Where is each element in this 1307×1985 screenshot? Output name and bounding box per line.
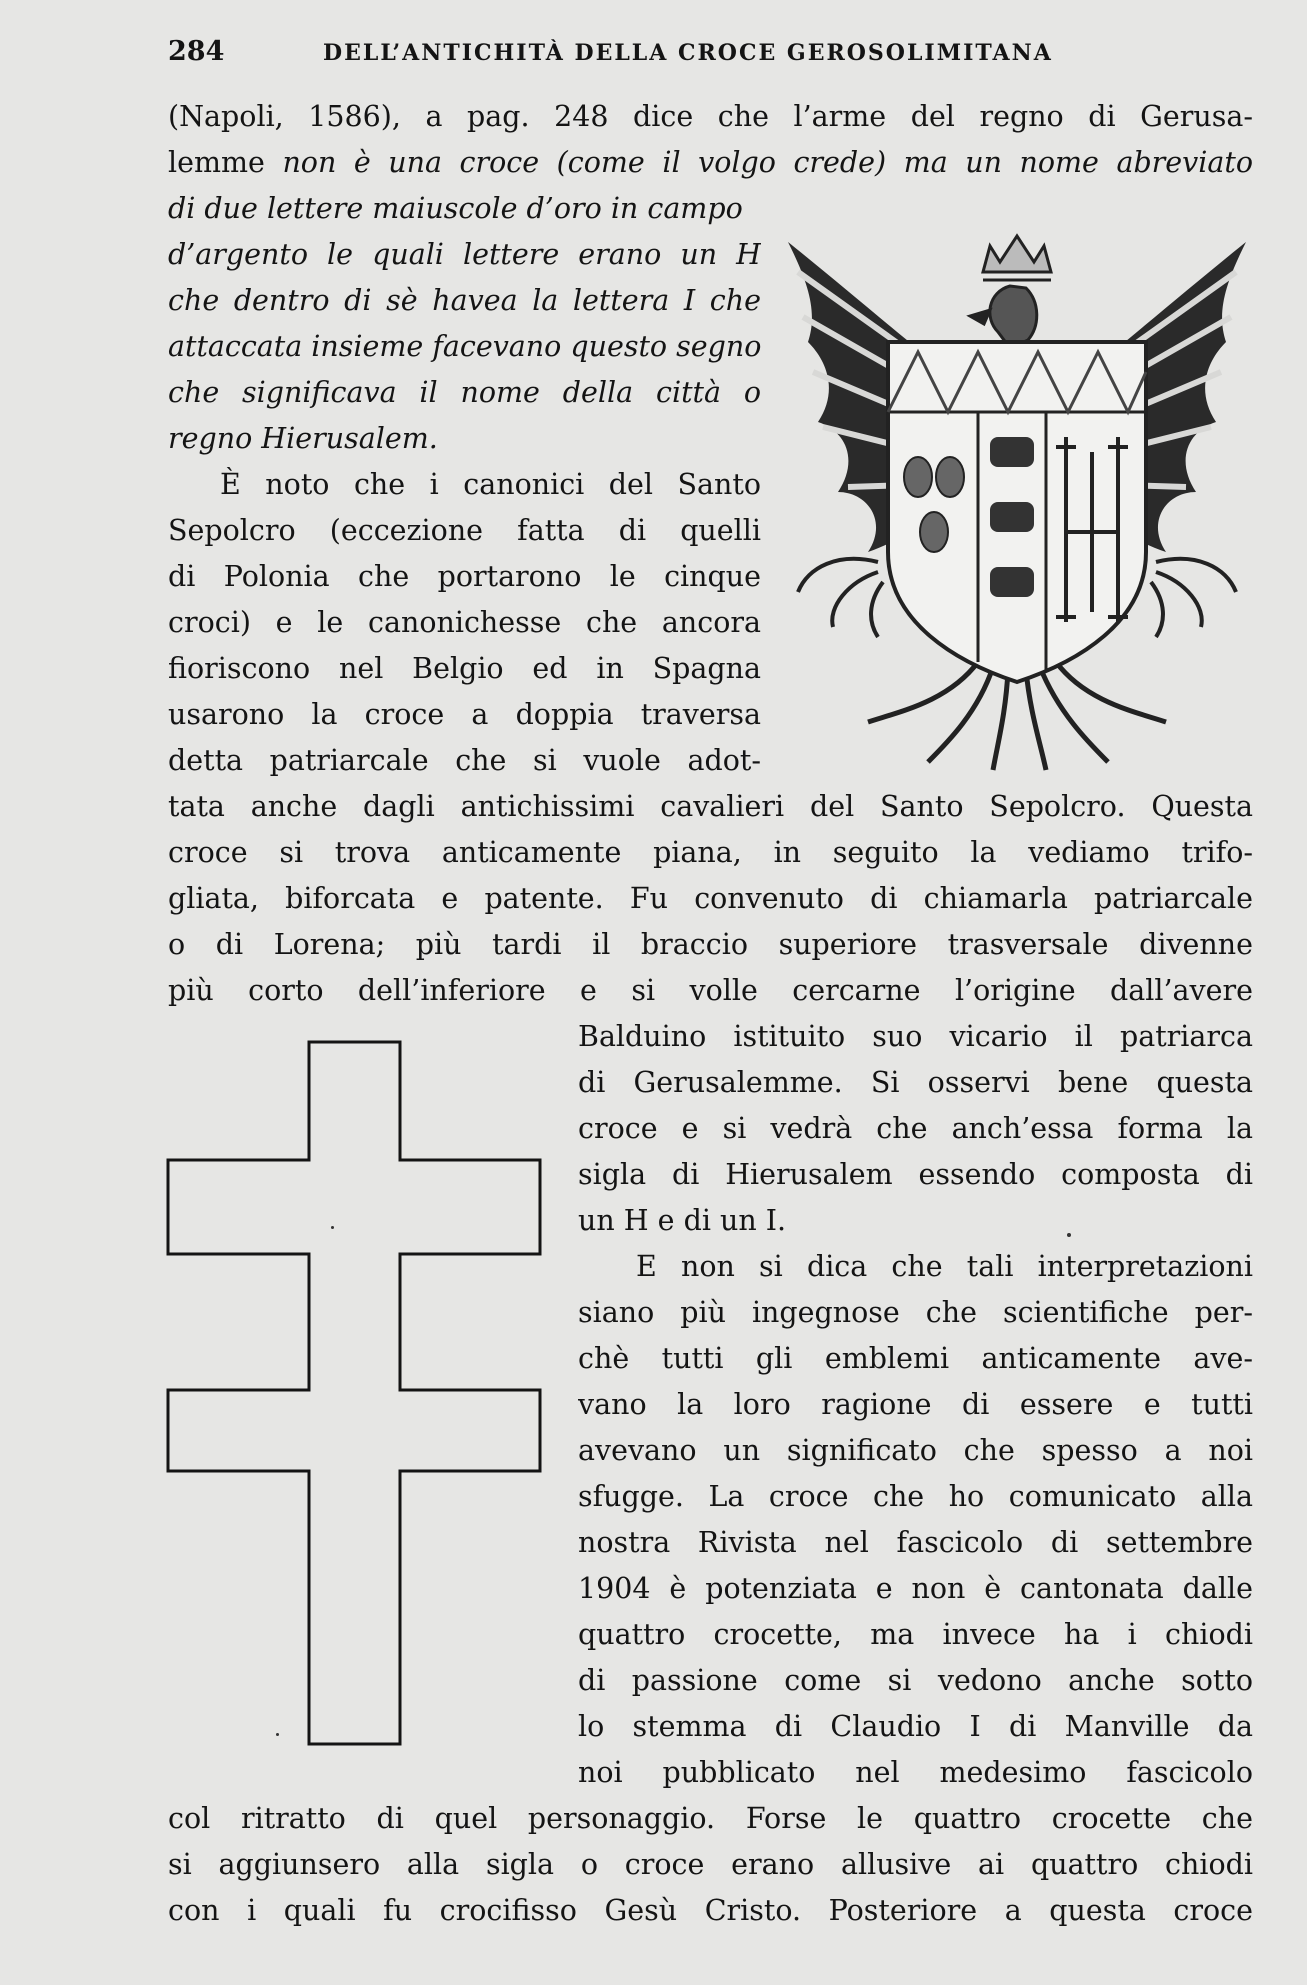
text-line (578, 1613, 1253, 1657)
text-run: di Gerusalemme. Si osservi bene questa (578, 1066, 1253, 1099)
text-line (168, 95, 1253, 139)
text-run: di Polonia che portarono le cinque (168, 560, 761, 593)
text-run: lemme (168, 146, 283, 179)
text-line (168, 509, 761, 553)
text-run: col ritratto di quel personaggio. Forse le quattro crocette che (168, 1802, 1253, 1835)
text-run: chè tutti gli emblemi anticamente ave- (578, 1342, 1253, 1375)
text-run: 1904 è potenziata e non è cantonata dalle (578, 1572, 1253, 1605)
text-run: si aggiunsero alla sigla o croce erano allusive ai quattro chiodi (168, 1848, 1253, 1881)
text-run: nostra Rivista nel fascicolo di settembre (578, 1526, 1253, 1559)
text-run: usarono la croce a doppia traversa (168, 698, 761, 731)
italic-quote: di due lettere maiuscole d’oro in campo (168, 192, 743, 225)
text-run: di passione come si vedono anche sotto (578, 1664, 1253, 1697)
text-line (578, 1705, 1253, 1749)
italic-quote: non è una croce (come il volgo crede) ma un nome abreviato (282, 146, 1253, 179)
text-run: tata anche dagli antichissimi cavalieri del Santo Sepolcro. Questa (168, 790, 1253, 823)
text-run: con i quali fu crocifisso Gesù Cristo. Posteriore a questa croce (168, 1894, 1253, 1927)
text-line (578, 1061, 1253, 1105)
speck (331, 1226, 334, 1229)
eagle-head-icon (970, 286, 1037, 348)
speck (1067, 1233, 1071, 1237)
text-line (578, 1521, 1253, 1565)
text-line (168, 325, 761, 369)
text-line (578, 1107, 1253, 1151)
text-run: quattro crocette, ma invece ha i chiodi (578, 1618, 1253, 1651)
text-run: croce si trova anticamente piana, in seguito la vediamo trifo- (168, 836, 1253, 869)
text-run: sigla di Hierusalem essendo composta di (578, 1158, 1253, 1191)
text-run: vano la loro ragione di essere e tutti (578, 1388, 1253, 1421)
text-line (168, 647, 761, 691)
text-line (168, 371, 761, 415)
text-line (168, 969, 1253, 1013)
italic-quote: d’argento le quali lettere erano un H (168, 238, 761, 271)
patriarchal-cross-figure (166, 1038, 542, 1748)
text-run: croce e si vedrà che anch’essa forma la (578, 1112, 1253, 1145)
text-run: croci) e le canonichesse che ancora (168, 606, 761, 639)
text-run: (Napoli, 1586), a pag. 248 dice che l’arme del regno di Gerusa- (168, 100, 1253, 133)
text-run: E non si dica che tali interpretazioni (636, 1250, 1253, 1283)
speck (276, 1733, 279, 1736)
italic-quote: che significava il nome della città o (168, 376, 761, 409)
text-run: fioriscono nel Belgio ed in Spagna (168, 652, 761, 685)
text-line (168, 923, 1253, 967)
text-line (578, 1015, 1253, 1059)
text-run: un H e di un I. (578, 1204, 787, 1237)
text-line (168, 233, 761, 277)
text-line (168, 601, 761, 645)
text-run: o di Lorena; più tardi il braccio superiore trasversale divenne (168, 928, 1253, 961)
text-line (578, 1751, 1253, 1795)
text-run: avevano un significato che spesso a noi (578, 1434, 1253, 1467)
text-line (578, 1659, 1253, 1703)
page-header (168, 36, 1278, 76)
text-run: più corto dell’inferiore e si volle cercarne l’origine dall’avere (168, 974, 1253, 1007)
text-line (168, 1889, 1253, 1933)
text-line (168, 187, 761, 231)
text-line (168, 831, 1253, 875)
page-number: 284 (168, 36, 225, 67)
italic-quote: attaccata insieme facevano questo segno (168, 330, 761, 363)
text-run: detta patriarcale che si vuole adot- (168, 744, 761, 777)
text-run: È noto che i canonici del Santo (220, 468, 761, 501)
text-line (168, 1843, 1253, 1887)
text-line (578, 1383, 1253, 1427)
text-line (578, 1337, 1253, 1381)
text-run: lo stemma di Claudio I di Manville da (578, 1710, 1253, 1743)
text-line (168, 417, 761, 461)
text-line (636, 1245, 1253, 1289)
text-run: Sepolcro (eccezione fatta di quelli (168, 514, 761, 547)
text-line (168, 785, 1253, 829)
text-run: Balduino istituito suo vicario il patriarca (578, 1020, 1253, 1053)
text-line (168, 555, 761, 599)
text-line (220, 463, 761, 507)
text-line (578, 1429, 1253, 1473)
coat-of-arms-figure (778, 222, 1256, 777)
italic-quote: che dentro di sè havea la lettera I che (168, 284, 761, 317)
text-line (168, 279, 761, 323)
text-run: sfugge. La croce che ho comunicato alla (578, 1480, 1253, 1513)
text-line (168, 877, 1253, 921)
shield-icon (888, 342, 1146, 682)
text-run: noi pubblicato nel medesimo fascicolo (578, 1756, 1253, 1789)
text-run: siano più ingegnose che scientifiche per- (578, 1296, 1253, 1329)
crown-icon (983, 236, 1051, 280)
text-run: gliata, biforcata e patente. Fu convenuto di chiamarla patriarcale (168, 882, 1253, 915)
text-line (578, 1567, 1253, 1611)
text-line (168, 693, 761, 737)
text-line (578, 1291, 1253, 1335)
text-line (168, 739, 761, 783)
italic-quote: regno Hierusalem. (168, 422, 438, 455)
text-line (168, 141, 1253, 185)
text-line (578, 1199, 1253, 1243)
running-title: DELL’ANTICHITÀ DELLA CROCE GEROSOLIMITANA (323, 40, 1053, 66)
text-line (168, 1797, 1253, 1841)
text-line (578, 1475, 1253, 1519)
text-line (578, 1153, 1253, 1197)
